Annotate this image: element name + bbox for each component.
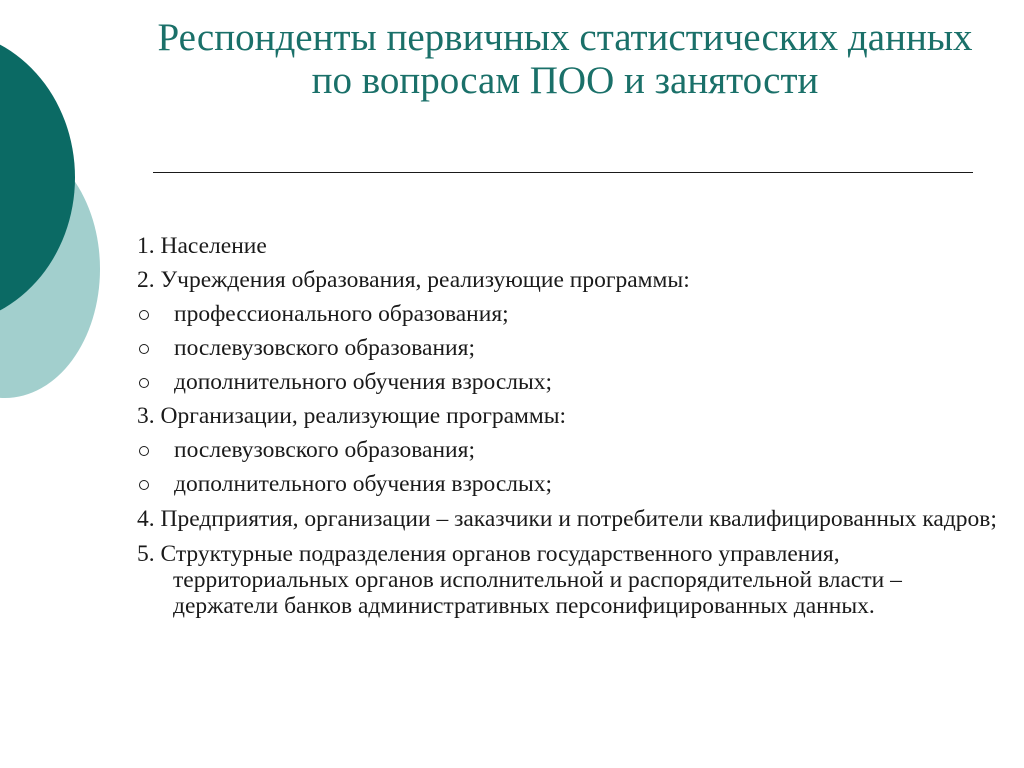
hollow-bullet-icon [139,310,149,320]
sub-item-label: дополнительного обучения взрослых; [174,369,553,395]
sub-item-professional-education [137,301,997,327]
hollow-bullet-icon [139,378,149,388]
slide-title: Респонденты первичных статистических данных по вопросам ПОО и занятости [157,16,973,102]
hollow-bullet-icon [139,480,149,490]
slide-content [137,233,997,619]
sub-item-label: послевузовского образования; [174,335,475,361]
list-item-government-units: 5. Структурные подразделения органов государственного управления, территориальных органов исполнительной и распорядительной власти – держатели банков административных персонифицированных данных. [137,541,902,619]
list-item-education-institutions: 2. Учреждения образования, реализующие программы: [137,267,690,293]
sub-item-postgraduate-education [137,335,997,361]
sub-item-postgraduate-education-2 [137,437,997,463]
hollow-bullet-icon [139,344,149,354]
sub-item-label: профессионального образования; [174,301,509,327]
sub-item-label: послевузовского образования; [174,437,475,463]
title-underline [153,172,973,173]
hollow-bullet-icon [139,446,149,456]
sub-item-adult-education [137,369,997,395]
sub-item-adult-education-2 [137,471,997,497]
list-item-enterprises: 4. Предприятия, организации – заказчики и потребители квалифицированных кадров; [137,506,997,532]
list-item-organizations: 3. Организации, реализующие программы: [137,403,567,429]
sub-item-label: дополнительного обучения взрослых; [174,471,553,497]
list-item-population: 1. Население [137,233,267,259]
